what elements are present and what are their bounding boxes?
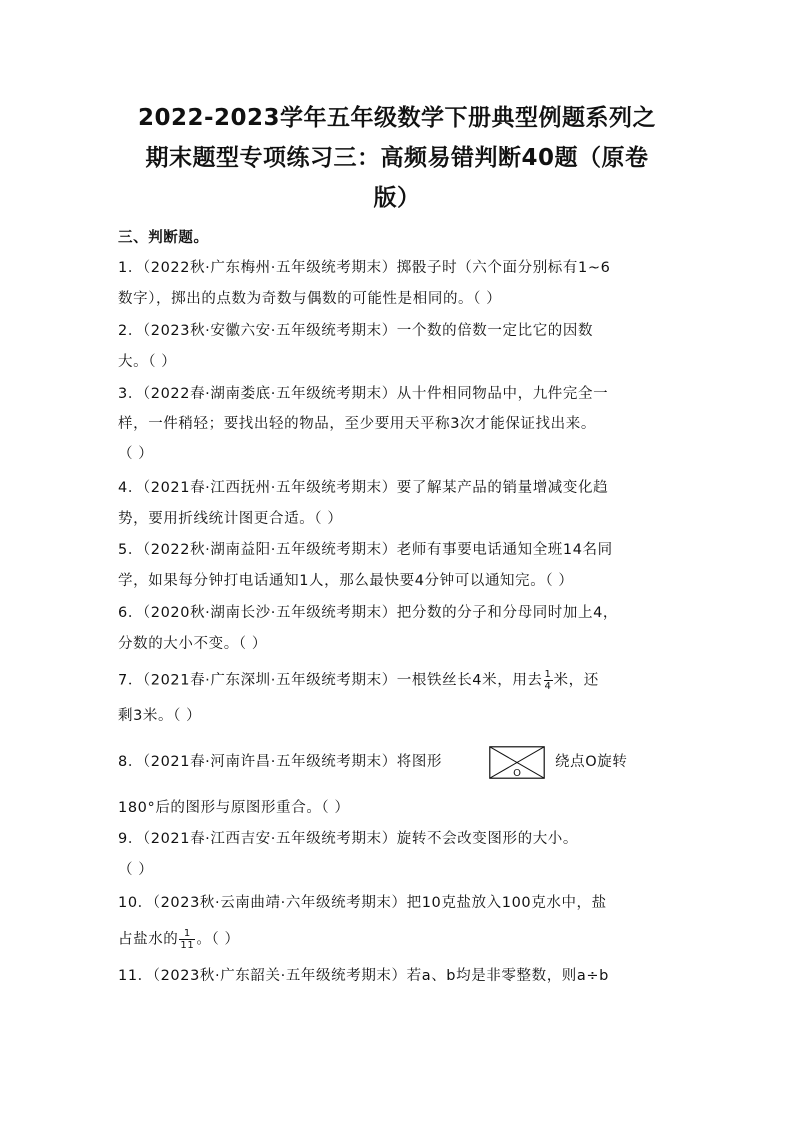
question-1-line-2: 数字），掷出的点数为奇数与偶数的可能性是相同的。（ ）	[118, 291, 502, 307]
question-8-line-2: 180°后的图形与原图形重合。（ ）	[118, 800, 350, 816]
question-10-line-2	[118, 928, 240, 951]
question-11-line-1: 11．（2023秋·广东韶关·五年级统考期末）若a、b均是非零整数，则a÷b	[118, 968, 609, 984]
question-9-line-2: （ ）	[118, 862, 154, 878]
fraction-one-eleventh: $\frac{1}{11}$	[180, 928, 195, 951]
doc-title-line-3: 版）	[373, 185, 421, 211]
section-heading: 三、判断题。	[118, 230, 209, 246]
question-7-text-tail: 米，还	[553, 672, 599, 689]
question-7-line-2: 剩3米。（ ）	[118, 708, 202, 724]
question-5-line-2: 学，如果每分钟打电话通知1人，那么最快要4分钟可以通知完。（ ）	[118, 573, 574, 589]
doc-title-line-2: 期末题型专项练习三：高频易错判断40题（原卷	[145, 145, 649, 171]
question-2-line-1: 2．（2023秋·安徽六安·五年级统考期末）一个数的倍数一定比它的因数	[118, 323, 594, 339]
center-point-label: O	[513, 768, 521, 779]
question-10-text: 占盐水的	[118, 931, 179, 948]
question-1-line-1: 1．（2022秋·广东梅州·五年级统考期末）掷骰子时（六个面分别标有1~6	[118, 260, 611, 276]
question-4-line-2: 势，要用折线统计图更合适。（ ）	[118, 511, 343, 527]
question-8-text: 8．（2021春·河南许昌·五年级统考期末）将图形	[118, 754, 443, 770]
question-4-line-1: 4．（2021春·江西抚州·五年级统考期末）要了解某产品的销量增减变化趋	[118, 480, 609, 496]
fraction-one-quarter: $\frac{1}{4}$	[544, 669, 552, 692]
question-9-line-1: 9．（2021春·江西吉安·五年级统考期末）旋转不会改变图形的大小。	[118, 831, 578, 847]
question-6-line-2: 分数的大小不变。（ ）	[118, 636, 267, 652]
question-7-text: 7．（2021春·广东深圳·五年级统考期末）一根铁丝长4米，用去	[118, 672, 543, 689]
question-10-text-tail: 。（ ）	[196, 931, 240, 948]
rotation-figure	[489, 746, 545, 779]
question-2-line-2: 大。（ ）	[118, 354, 177, 370]
question-8-text-tail: 绕点O旋转	[555, 754, 628, 770]
question-3-line-1: 3．（2022春·湖南娄底·五年级统考期末）从十件相同物品中，九件完全一	[118, 386, 609, 402]
question-8-line-1	[118, 752, 442, 772]
question-10-line-1: 10．（2023秋·云南曲靖·六年级统考期末）把10克盐放入100克水中，盐	[118, 895, 607, 911]
question-3-line-3: （ ）	[118, 446, 154, 462]
question-5-line-1: 5．（2022秋·湖南益阳·五年级统考期末）老师有事要电话通知全班14名同	[118, 542, 613, 558]
question-6-line-1: 6．（2020秋·湖南长沙·五年级统考期末）把分数的分子和分母同时加上4，	[118, 605, 619, 621]
doc-title-line-1: 2022-2023学年五年级数学下册典型例题系列之	[137, 105, 657, 131]
question-7-line-1	[118, 669, 599, 692]
rectangle-with-diagonals-figure	[489, 746, 545, 779]
question-3-line-2: 样，一件稍轻；要找出轻的物品，至少要用天平称3次才能保证找出来。	[118, 416, 596, 432]
